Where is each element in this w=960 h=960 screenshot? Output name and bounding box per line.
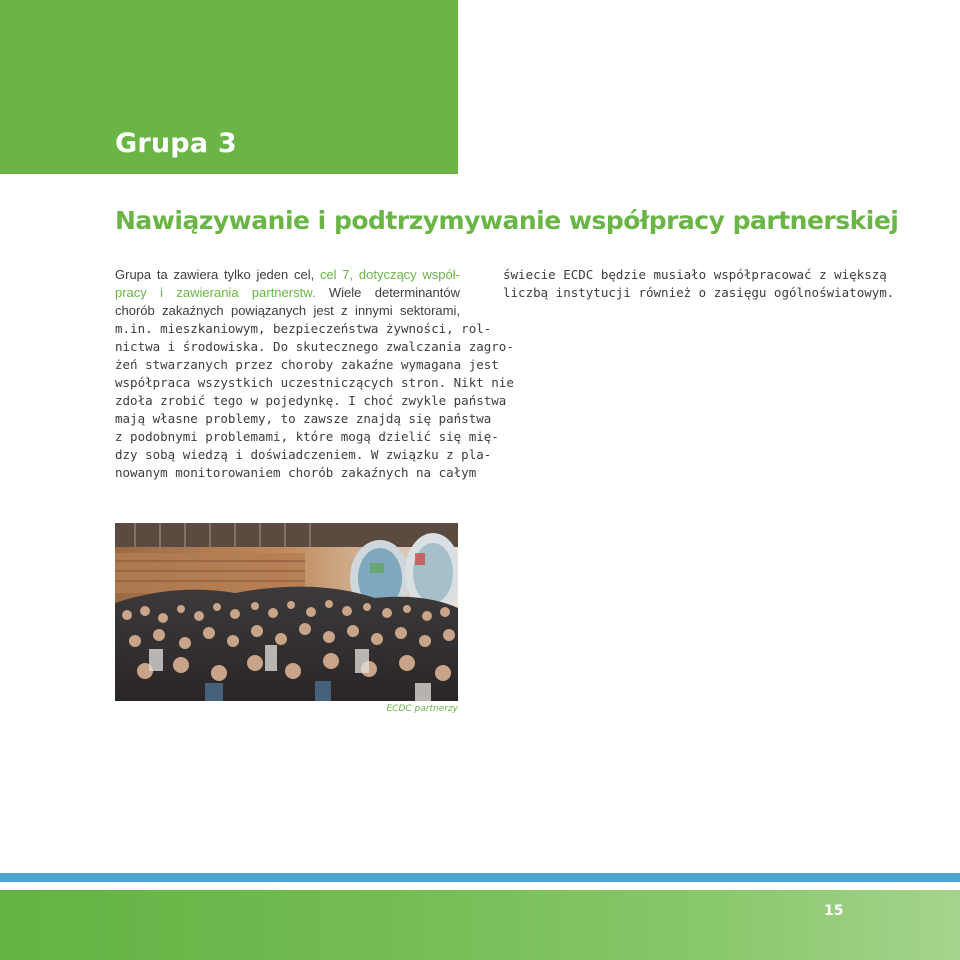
body-line-4: m.in. mieszkaniowym, bezpieczeństwa żywności, rol-	[115, 321, 492, 336]
page-number: 15	[824, 903, 844, 919]
body-line-5: nictwa i środowiska. Do skutecznego zwalczania zagro-	[115, 339, 514, 354]
body-line-1-text: Grupa ta zawiera tylko jeden cel,	[115, 267, 320, 282]
body-right-line-1: świecie ECDC będzie musiało współpracować z większą	[503, 267, 887, 282]
body-text-right	[503, 266, 895, 302]
body-line-1	[115, 266, 460, 284]
body-line-11: dzy sobą wiedzą i doświadczeniem. W związku z pla-	[115, 447, 492, 462]
section-title: Nawiązywanie i podtrzymywanie współpracy partnerskiej	[115, 206, 899, 235]
body-text-left	[115, 266, 514, 482]
body-line-3: chorób zakaźnych powiązanych jest z innymi sektorami,	[115, 303, 460, 318]
body-line-6: żeń stwarzanych przez choroby zakaźne wymagana jest	[115, 357, 499, 372]
group-label: Grupa 3	[115, 128, 237, 159]
body-line-12: nowanym monitorowaniem chorób zakaźnych na całym	[115, 465, 477, 480]
photo-caption: ECDC partnerzy	[386, 704, 458, 714]
footer-stripe	[0, 873, 960, 882]
body-line-10: z podobnymi problemami, które mogą dzielić się mię-	[115, 429, 499, 444]
goal-highlight-2: pracy i zawierania partnerstw.	[115, 285, 316, 300]
photo-illustration	[115, 523, 458, 701]
body-line-2-text: Wiele determinantów	[315, 285, 460, 300]
body-line-9: mają własne problemy, to zawsze znajdą się państwa	[115, 411, 492, 426]
body-right-line-2: liczbą instytucji również o zasięgu ogólnoświatowym.	[503, 285, 895, 300]
body-line-2	[115, 284, 460, 302]
goal-highlight-1: cel 7, dotyczący współ-	[319, 267, 460, 282]
footer-band	[0, 890, 960, 960]
body-line-7: współpraca wszystkich uczestniczących stron. Nikt nie	[115, 375, 514, 390]
photo-crowd	[115, 523, 458, 701]
body-line-8: zdoła zrobić tego w pojedynkę. I choć zwykle państwa	[115, 393, 507, 408]
